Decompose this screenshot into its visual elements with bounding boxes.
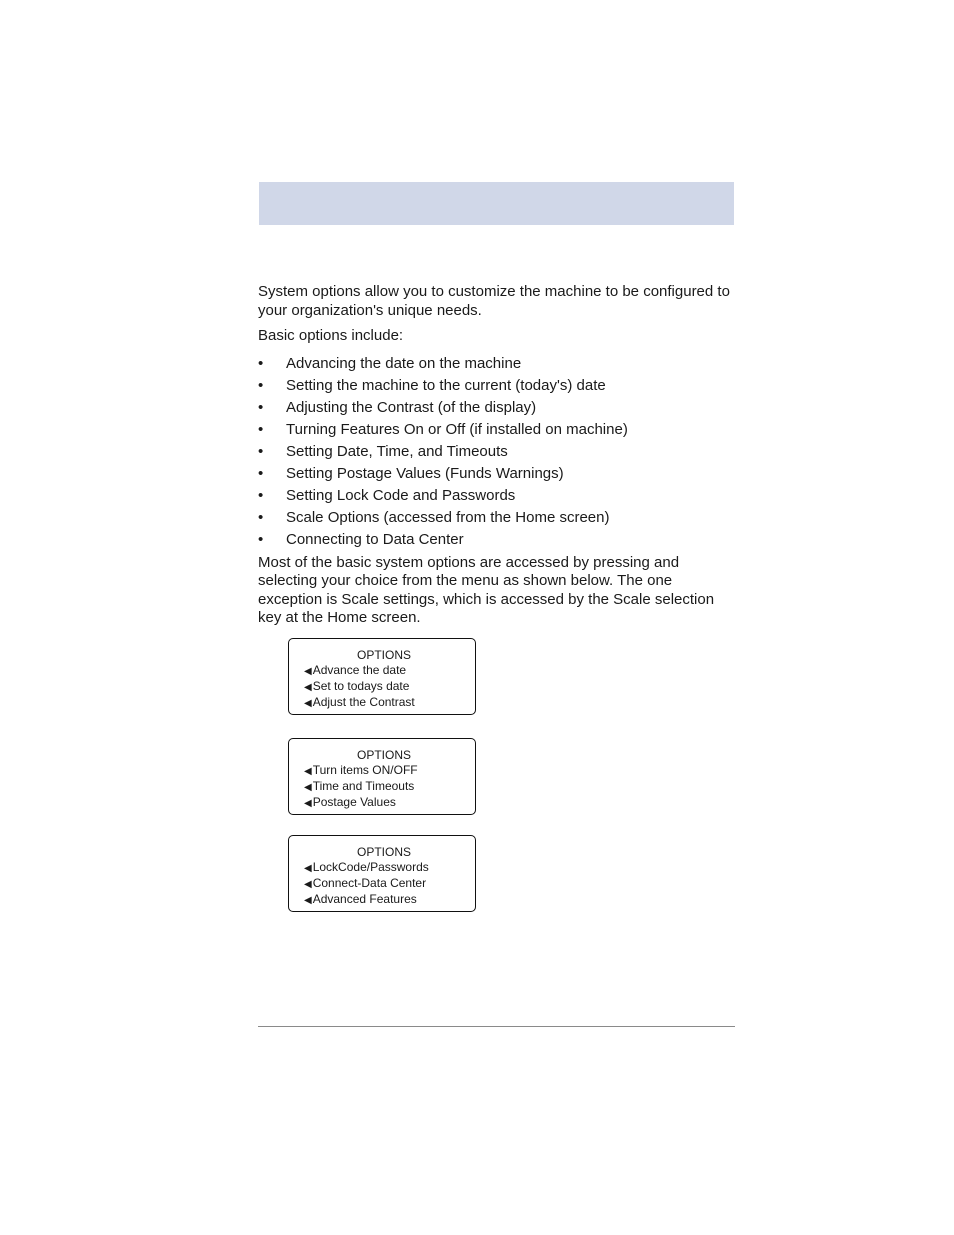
arrow-left-icon: ◀	[304, 766, 312, 777]
list-item-text: Connecting to Data Center	[286, 530, 464, 548]
closing-paragraph: Most of the basic system options are accessed by pressing and selecting your choice from the menu as shown below. The one exception is Scale settings, which is accessed by the Scale selection key at the Home screen.	[258, 553, 715, 626]
list-item-text: Adjusting the Contrast (of the display)	[286, 398, 537, 416]
arrow-left-icon: ◀	[304, 798, 312, 809]
lcd-title: OPTIONS	[356, 845, 411, 859]
list-item-text: Setting Postage Values (Funds Warnings)	[286, 464, 564, 482]
lcd-screen-2	[288, 738, 476, 815]
list-item	[258, 529, 738, 551]
bullet-icon: •	[258, 376, 264, 394]
bullet-icon: •	[258, 398, 264, 416]
lcd-menu-item: ◀Set to todays date	[304, 679, 410, 693]
list-item	[258, 485, 738, 507]
list-item-text: Setting Lock Code and Passwords	[286, 486, 516, 504]
footer-divider	[258, 1026, 735, 1027]
lcd-menu-item: ◀LockCode/Passwords	[304, 860, 429, 874]
arrow-left-icon: ◀	[304, 782, 312, 793]
options-lead-in: Basic options include:	[258, 327, 404, 344]
bullet-icon: •	[258, 420, 264, 438]
bullet-icon: •	[258, 442, 264, 460]
bullet-icon: •	[258, 354, 264, 372]
list-item	[258, 353, 738, 375]
bullet-icon: •	[258, 486, 264, 504]
lcd-screen-3	[288, 835, 476, 912]
bullet-icon: •	[258, 464, 264, 482]
lcd-menu-item: ◀Advance the date	[304, 663, 407, 677]
lcd-screen-1	[288, 638, 476, 715]
options-list	[258, 353, 738, 551]
arrow-left-icon: ◀	[304, 682, 312, 693]
list-item-text: Scale Options (accessed from the Home screen)	[286, 508, 610, 526]
list-item	[258, 463, 738, 485]
arrow-left-icon: ◀	[304, 666, 312, 677]
bullet-icon: •	[258, 530, 264, 548]
list-item-text: Setting the machine to the current (today's) date	[286, 376, 606, 394]
arrow-left-icon: ◀	[304, 879, 312, 890]
intro-paragraph: System options allow you to customize the machine to be configured to your organization's unique needs.	[258, 283, 730, 319]
body-content	[258, 283, 738, 635]
arrow-left-icon: ◀	[304, 895, 312, 906]
list-item	[258, 419, 738, 441]
list-item	[258, 441, 738, 463]
lcd-menu-item: ◀Time and Timeouts	[304, 779, 415, 793]
arrow-left-icon: ◀	[304, 863, 312, 874]
arrow-left-icon: ◀	[304, 698, 312, 709]
lcd-menu-item: ◀Postage Values	[304, 795, 396, 809]
section-header-band	[259, 182, 734, 225]
lcd-menu-item: ◀Advanced Features	[304, 892, 417, 906]
list-item	[258, 507, 738, 529]
lcd-menu-item: ◀Turn items ON/OFF	[304, 763, 418, 777]
list-item-text: Setting Date, Time, and Timeouts	[286, 442, 508, 460]
list-item-text: Turning Features On or Off (if installed on machine)	[286, 420, 628, 438]
lcd-title: OPTIONS	[356, 748, 411, 762]
list-item-text: Advancing the date on the machine	[286, 354, 522, 372]
bullet-icon: •	[258, 508, 264, 526]
lcd-menu-item: ◀Connect-Data Center	[304, 876, 427, 890]
lcd-title: OPTIONS	[356, 648, 411, 662]
lcd-menu-item: ◀Adjust the Contrast	[304, 695, 415, 709]
list-item	[258, 397, 738, 419]
list-item	[258, 375, 738, 397]
